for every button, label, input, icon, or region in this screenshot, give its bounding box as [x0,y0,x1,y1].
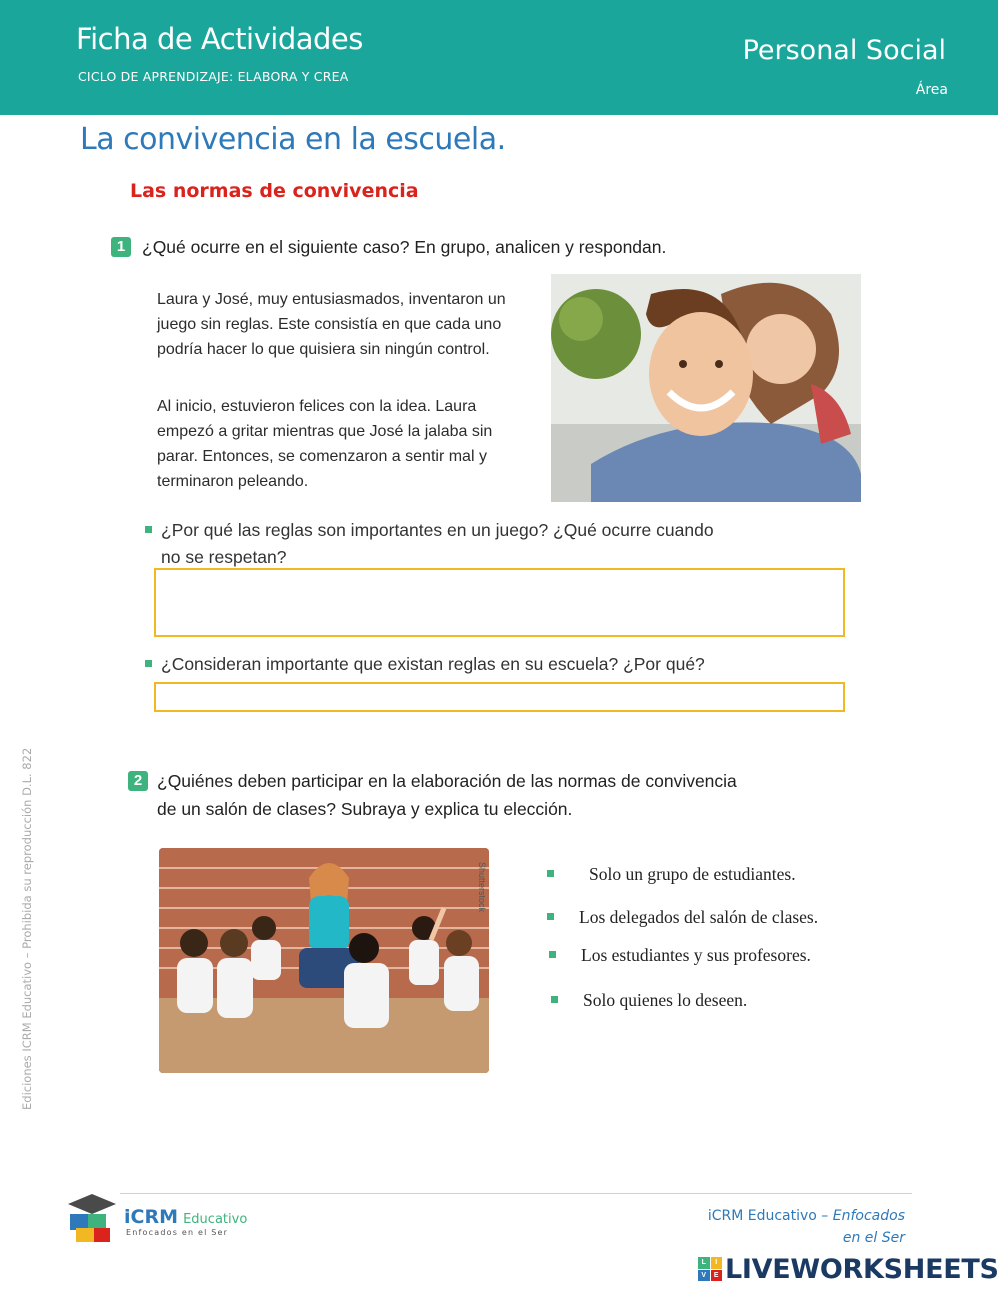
photo-credit: Shutterstock [477,862,487,913]
sub-question-1 [145,517,714,544]
bullet-square-icon [547,870,554,877]
graduation-puzzle-icon [64,1190,124,1245]
bullet-square-icon [145,526,152,533]
footer-brand: iCRM Educativo – [707,1208,829,1224]
option-3[interactable] [581,945,811,966]
header-bar [0,0,998,115]
footer-tagline-2: en el Ser [842,1230,905,1246]
copyright-side-note: Ediciones ICRM Educativo – Prohibida su reproducción D.L. 822 [20,747,34,1110]
subject-area: Personal Social [742,35,946,66]
classroom-circle-illustration [159,848,489,1073]
question-2-line1: ¿Quiénes deben participar en la elaboración de las normas de convivencia [157,771,737,791]
section-title: Las normas de convivencia [130,180,419,202]
worksheet-title: Ficha de Actividades [76,22,363,56]
page-title: La convivencia en la escuela. [80,122,506,157]
icrm-logo [64,1190,248,1245]
bullet-square-icon [549,951,556,958]
option-4[interactable] [583,990,747,1011]
bullet-square-icon [551,996,558,1003]
liveworksheets-logo[interactable] [698,1254,999,1284]
children-playing-illustration [551,274,861,502]
liveworksheets-wordmark: LIVEWORKSHEETS [725,1253,999,1285]
option-1[interactable] [589,864,796,885]
story-paragraph-2: Al inicio, estuvieron felices con la idea. Laura empezó a gritar mientras que José la jalaba sin parar. Entonces, se comenzaron a sentir mal y terminaron peleando. [157,398,493,490]
question-1-text: ¿Qué ocurre en el siguiente caso? En grupo, analicen y respondan. [142,237,667,257]
sub-question-2 [145,651,705,678]
question-2-line2: de un salón de clases? Subraya y explica tu elección. [157,799,573,819]
answer-box-2[interactable] [154,682,845,712]
sub-question-2-text: ¿Consideran importante que existan reglas en su escuela? ¿Por qué? [161,654,705,674]
option-2[interactable] [579,907,818,928]
sub-question-1-line1: ¿Por qué las reglas son importantes en un juego? ¿Qué ocurre cuando [161,520,714,540]
story-paragraph-1: Laura y José, muy entusiasmados, inventaron un juego sin reglas. Este consistía en que cada uno podría hacer lo que quisiera sin ningún control. [157,291,506,358]
classroom-circle-photo [159,848,489,1073]
bullet-square-icon [145,660,152,667]
option-4-label: Solo quienes lo deseen. [583,990,748,1010]
bullet-square-icon [547,913,554,920]
answer-box-1[interactable] [154,568,845,637]
question-2-number: 2 [128,771,148,791]
option-1-label: Solo un grupo de estudiantes. [589,864,796,884]
children-playing-photo [551,274,861,502]
footer-brand-text [708,1205,905,1249]
option-2-label: Los delegados del salón de clases. [579,907,819,927]
option-3-label: Los estudiantes y sus profesores. [581,945,811,965]
learning-cycle: CICLO DE APRENDIZAJE: ELABORA Y CREA [78,69,349,84]
logo-tagline: Enfocados en el Ser [126,1228,229,1237]
footer-tagline-1: Enfocados [832,1208,905,1224]
logo-brand: iCRM [124,1206,178,1228]
question-1-number: 1 [111,237,131,257]
sub-question-1-line2: no se respetan? [161,547,287,567]
logo-wordmark [124,1206,247,1228]
liveworksheets-badge-icon: L I V E [698,1257,722,1281]
subject-area-label: Área [915,82,948,98]
logo-word: Educativo [183,1212,248,1227]
